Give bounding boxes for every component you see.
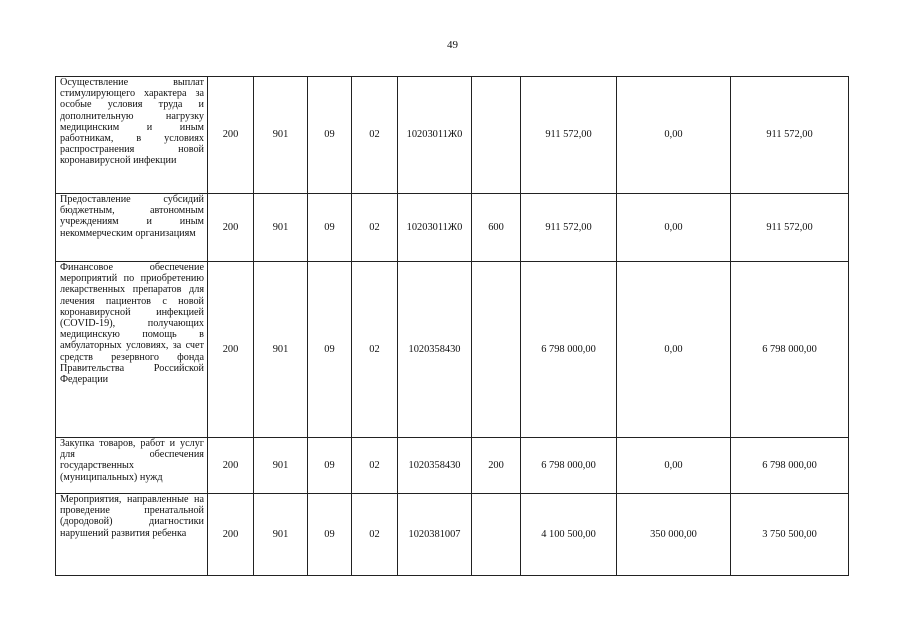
col1-cell: 200 [208,77,254,194]
col2-cell: 901 [254,262,308,438]
sum3-cell: 911 572,00 [731,194,849,262]
sum2-cell: 0,00 [617,194,731,262]
vr-cell [472,494,521,576]
table-row [56,262,849,438]
table-row [56,438,849,494]
col1-cell: 200 [208,438,254,494]
col4-cell: 02 [352,438,398,494]
col3-cell: 09 [308,194,352,262]
sum3-cell: 911 572,00 [731,77,849,194]
sum2-cell: 350 000,00 [617,494,731,576]
code-cell: 1020358430 [398,262,472,438]
vr-cell: 200 [472,438,521,494]
col2-cell: 901 [254,494,308,576]
sum3-cell: 6 798 000,00 [731,438,849,494]
sum1-cell: 6 798 000,00 [521,438,617,494]
col4-cell: 02 [352,494,398,576]
code-cell: 10203011Ж0 [398,194,472,262]
col3-cell: 09 [308,438,352,494]
row-name-cell: Осуществление выплат стимулирующего характера за особые условия труда и дополнительную нагрузку медицинским и иным работникам, в условиях распространения новой коронавирусной инфекции [56,77,208,194]
code-cell: 10203011Ж0 [398,77,472,194]
row-name-cell: Предоставление субсидий бюджетным, автономным учреждениям и иным некоммерческим организациям [56,194,208,262]
code-cell: 1020358430 [398,438,472,494]
sum1-cell: 911 572,00 [521,194,617,262]
col4-cell: 02 [352,77,398,194]
col2-cell: 901 [254,77,308,194]
col2-cell: 901 [254,438,308,494]
budget-table [55,76,849,576]
code-cell: 1020381007 [398,494,472,576]
sum3-cell: 3 750 500,00 [731,494,849,576]
row-name-cell: Мероприятия, направленные на проведение пренатальной (дородовой) диагностики нарушений развития ребенка [56,494,208,576]
sum1-cell: 4 100 500,00 [521,494,617,576]
col1-cell: 200 [208,262,254,438]
col1-cell: 200 [208,494,254,576]
vr-cell: 600 [472,194,521,262]
table-row [56,77,849,194]
table-row [56,494,849,576]
row-name-cell: Финансовое обеспечение мероприятий по приобретению лекарственных препаратов для лечения пациентов с новой коронавирусной инфекцией (COVID-19), получающих медицинскую помощь в амбулаторных условиях, за счет средств резервного фонда Правительства Российской Федерации [56,262,208,438]
row-name-cell: Закупка товаров, работ и услуг для обеспечения государственных (муниципальных) нужд [56,438,208,494]
col1-cell: 200 [208,194,254,262]
col4-cell: 02 [352,194,398,262]
col2-cell: 901 [254,194,308,262]
table-row [56,194,849,262]
vr-cell [472,262,521,438]
sum2-cell: 0,00 [617,77,731,194]
sum2-cell: 0,00 [617,262,731,438]
col3-cell: 09 [308,77,352,194]
vr-cell [472,77,521,194]
col3-cell: 09 [308,494,352,576]
page-number: 49 [447,39,458,51]
sum2-cell: 0,00 [617,438,731,494]
col3-cell: 09 [308,262,352,438]
sum1-cell: 6 798 000,00 [521,262,617,438]
sum1-cell: 911 572,00 [521,77,617,194]
col4-cell: 02 [352,262,398,438]
sum3-cell: 6 798 000,00 [731,262,849,438]
